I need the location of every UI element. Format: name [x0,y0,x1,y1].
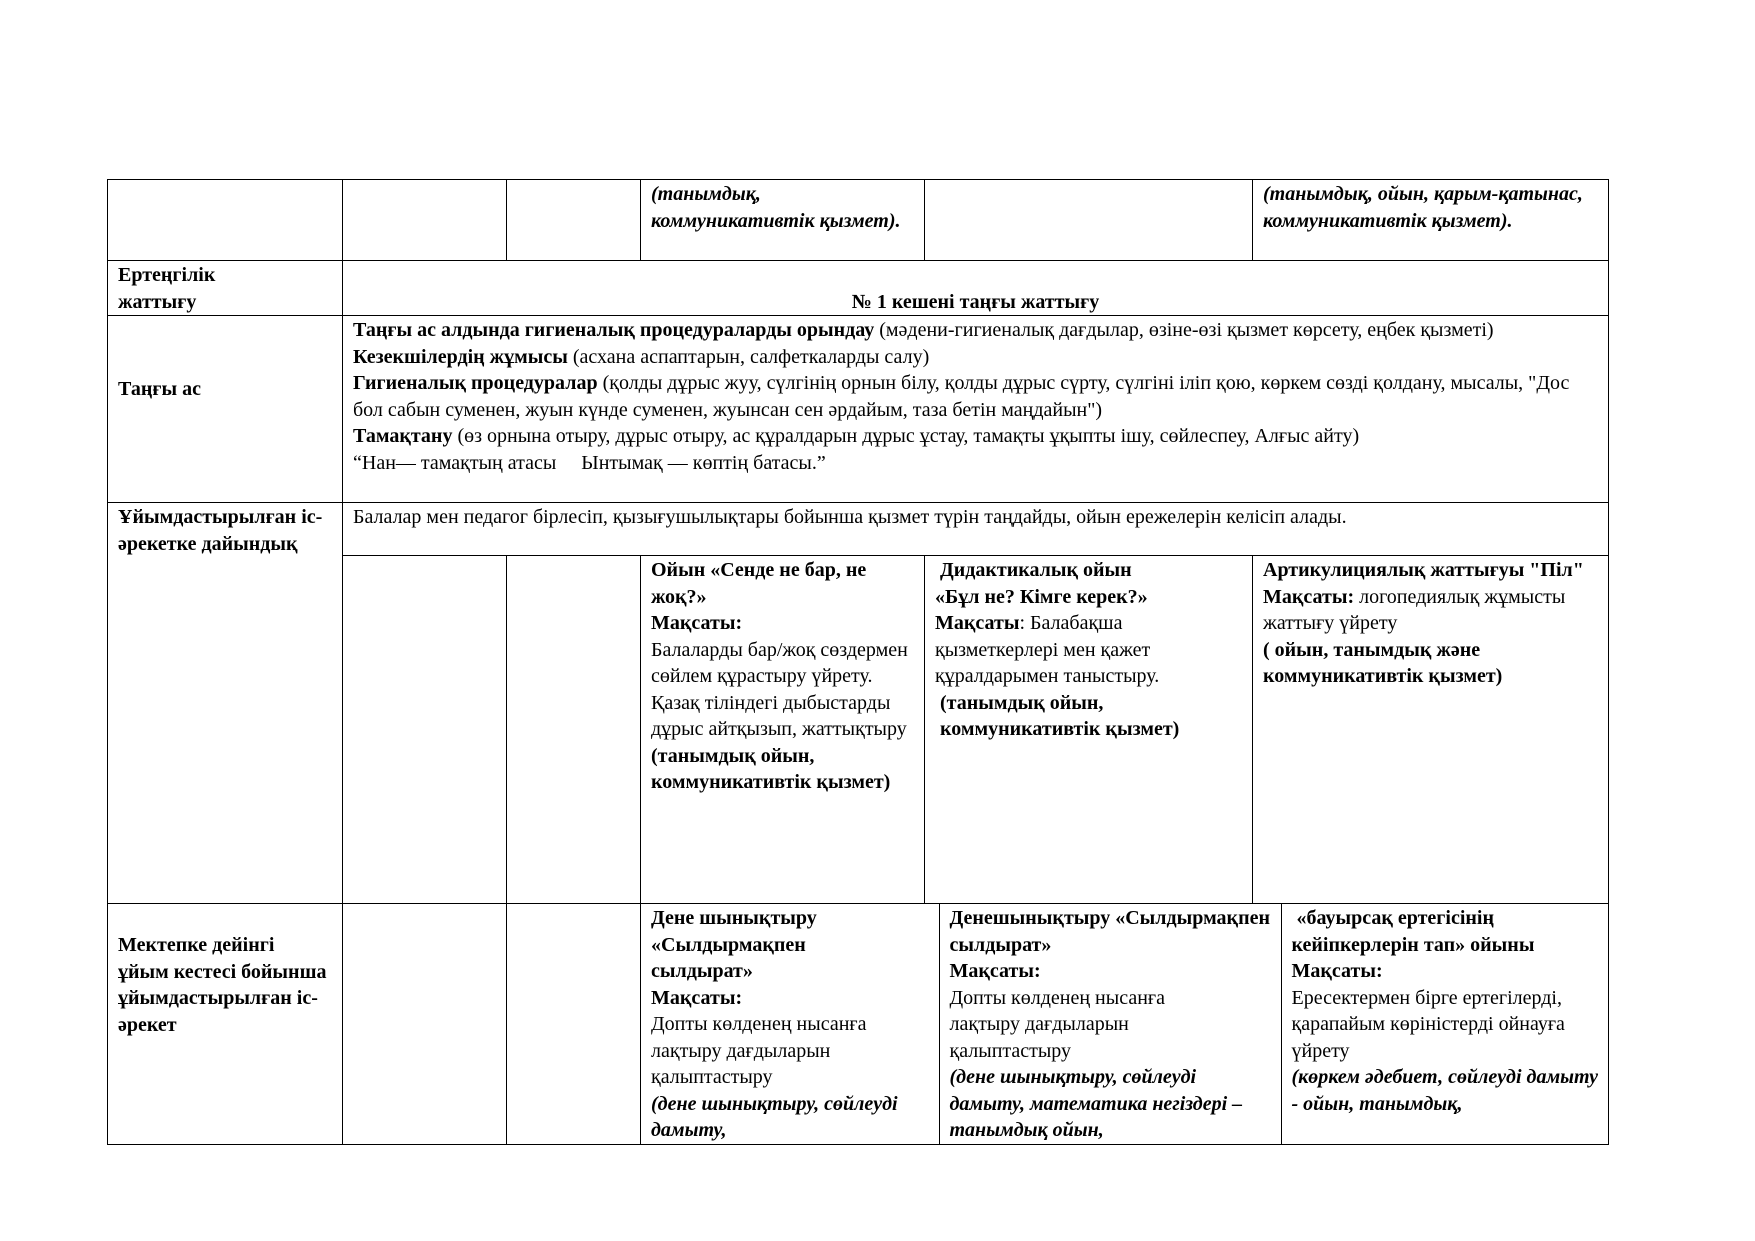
row-label-cell [108,904,343,1145]
table-row [108,180,1609,261]
exercise-title: № 1 кешені таңғы жаттығу [851,290,1100,313]
empty-cell [507,556,641,904]
table-row [108,503,1609,556]
paragraph-heading: Гигиеналық процедуралар [353,372,598,394]
activity-cell [939,904,1281,1144]
activity-type: ( ойын, танымдық және коммуникативтік қызмет) [1263,638,1503,687]
empty-cell [343,904,507,1145]
goal-text: Балаларды бар/жоқ сөздермен сөйлем құрастыру үйрету. Қазақ тіліндегі дыбыстарды дұрыс айтқызып, жаттықтыру [651,638,908,740]
goal-text: логопедиялық жұмысты жаттығу үйрету [1263,585,1566,634]
table-row [108,904,1609,1145]
goal-text: : Балабақша қызметкерлері мен қажет құралдарымен таныстыру. [935,612,1160,687]
activity-type-cell [641,180,925,261]
activity-title: Дидактикалық ойын [940,559,1132,581]
activity-type: (дене шынықтыру, сөйлеуді дамыту, [651,1092,898,1141]
activity-title: Дене шынықтыру «Сылдырмақпен сылдырат» [651,907,817,982]
goal-text: Допты көлденең нысанға лақтыру дағдыларын қалыптастыру [949,986,1165,1062]
activity-type: (көркем әдебиет, сөйлеуді дамыту - ойын, танымдық, [1291,1066,1598,1115]
goal-label: Мақсаты: [651,612,743,634]
activity-cell [1281,904,1609,1144]
empty-cell [507,180,641,261]
activity-title: Артикулициялық жаттығуы "Піл" [1263,559,1584,581]
row-label: Ұйымдастырылған іс-әрекетке дайындық [118,506,323,555]
goal-label: Мақсаты: [1263,585,1355,608]
activity-cell [641,904,939,1144]
activity-title: Денешынықтыру «Сылдырмақпен сылдырат» [949,907,1271,956]
row-label-cell [108,316,343,503]
activity-type-cell [1253,180,1609,261]
activity-type-text: (танымдық, ойын, қарым-қатынас, коммуникативтік қызмет). [1263,183,1583,232]
paragraph-heading: Тамақтану [353,425,453,447]
activity-subtable [641,904,1609,1144]
empty-cell [108,180,343,261]
paragraph-text: (асхана аспаптарын, салфеткаларды салу) [567,345,930,368]
preparation-cell [343,503,1609,556]
paragraph-heading: Кезекшілердің жұмысы [353,345,568,368]
paragraph [353,423,1598,450]
goal-text: Допты көлденең нысанға лақтыру дағдыларын қалыптастыру [651,1013,867,1088]
paragraph-text: (қолды дұрыс жуу, сүлгінің орнын білу, қолды дұрыс сүрту, сүлгіні іліп қою, көркем сөзді қолдану, мысалы, "Дос бол сабын суменен, жуын күнде суменен, жуынсан сен әрдайым, таза бетін маңдайын") [353,372,1570,421]
activity-cell [641,556,925,904]
activity-type: (танымдық ойын, коммуникативтік қызмет) [940,691,1180,740]
paragraph-heading: Таңғы ас алдында гигиеналық процедураларды орындау [353,319,875,341]
paragraph-text: (өз орнына отыру, дұрыс отыру, ас құралдарын дұрыс ұстау, тамақты ұқыпты ішу, сөйлеспеу, Алғыс айту) [452,425,1360,447]
activity-title: «бауырсақ ертегісінің кейіпкерлерін тап» ойыны [1291,907,1535,956]
table-row [108,316,1609,503]
breakfast-content-cell [343,316,1609,503]
row-label-cell [108,261,343,316]
row-label-cell [108,503,343,904]
row-label: Ертеңгілік жаттығу [118,264,216,313]
goal-label: Мақсаты: [651,986,743,1009]
goal-label: Мақсаты [935,612,1020,634]
proverb: “Нан— тамақтың атасы Ынтымақ — көптің батасы.” [353,451,826,474]
activity-title: Ойын «Сенде не бар, не жоқ?» [651,559,867,608]
activity-type-text: (танымдық, коммуникативтік қызмет). [651,183,901,232]
paragraph [353,344,1598,371]
paragraph [353,317,1598,344]
goal-label: Мақсаты: [1291,960,1383,982]
activity-cell [925,556,1253,904]
paragraph-text: (мәдени-гигиеналық дағдылар, өзіне-өзі қызмет көрсету, еңбек қызметі) [874,319,1494,341]
schedule-table [107,179,1609,1145]
exercise-cell [343,261,1609,316]
row-label: Таңғы ас [118,378,201,401]
activity-cell [1253,556,1609,904]
activity-subtitle: «Бұл не? Кімге керек?» [935,585,1148,608]
goal-label: Мақсаты: [949,960,1041,982]
empty-cell [343,556,507,904]
organized-activity-cell [641,904,1609,1145]
paragraph [353,370,1598,423]
empty-cell [507,904,641,1145]
table-row [108,261,1609,316]
activity-type: (танымдық ойын, коммуникативтік қызмет) [651,744,891,793]
activity-type: (дене шынықтыру, сөйлеуді дамыту, математика негіздері – танымдық ойын, [949,1066,1243,1141]
empty-cell [925,180,1253,261]
row-label: Мектепке дейінгі ұйым кестесі бойынша ұйымдастырылған іс-әрекет [118,934,327,1036]
empty-cell [343,180,507,261]
preparation-text: Балалар мен педагог бірлесіп, қызығушылықтары бойынша қызмет түрін таңдайды, ойын ережелерін келісіп алады. [353,506,1347,528]
goal-text: Ересектермен бірге ертегілерді, қарапайым көріністерді ойнауға үйрету [1291,986,1565,1062]
